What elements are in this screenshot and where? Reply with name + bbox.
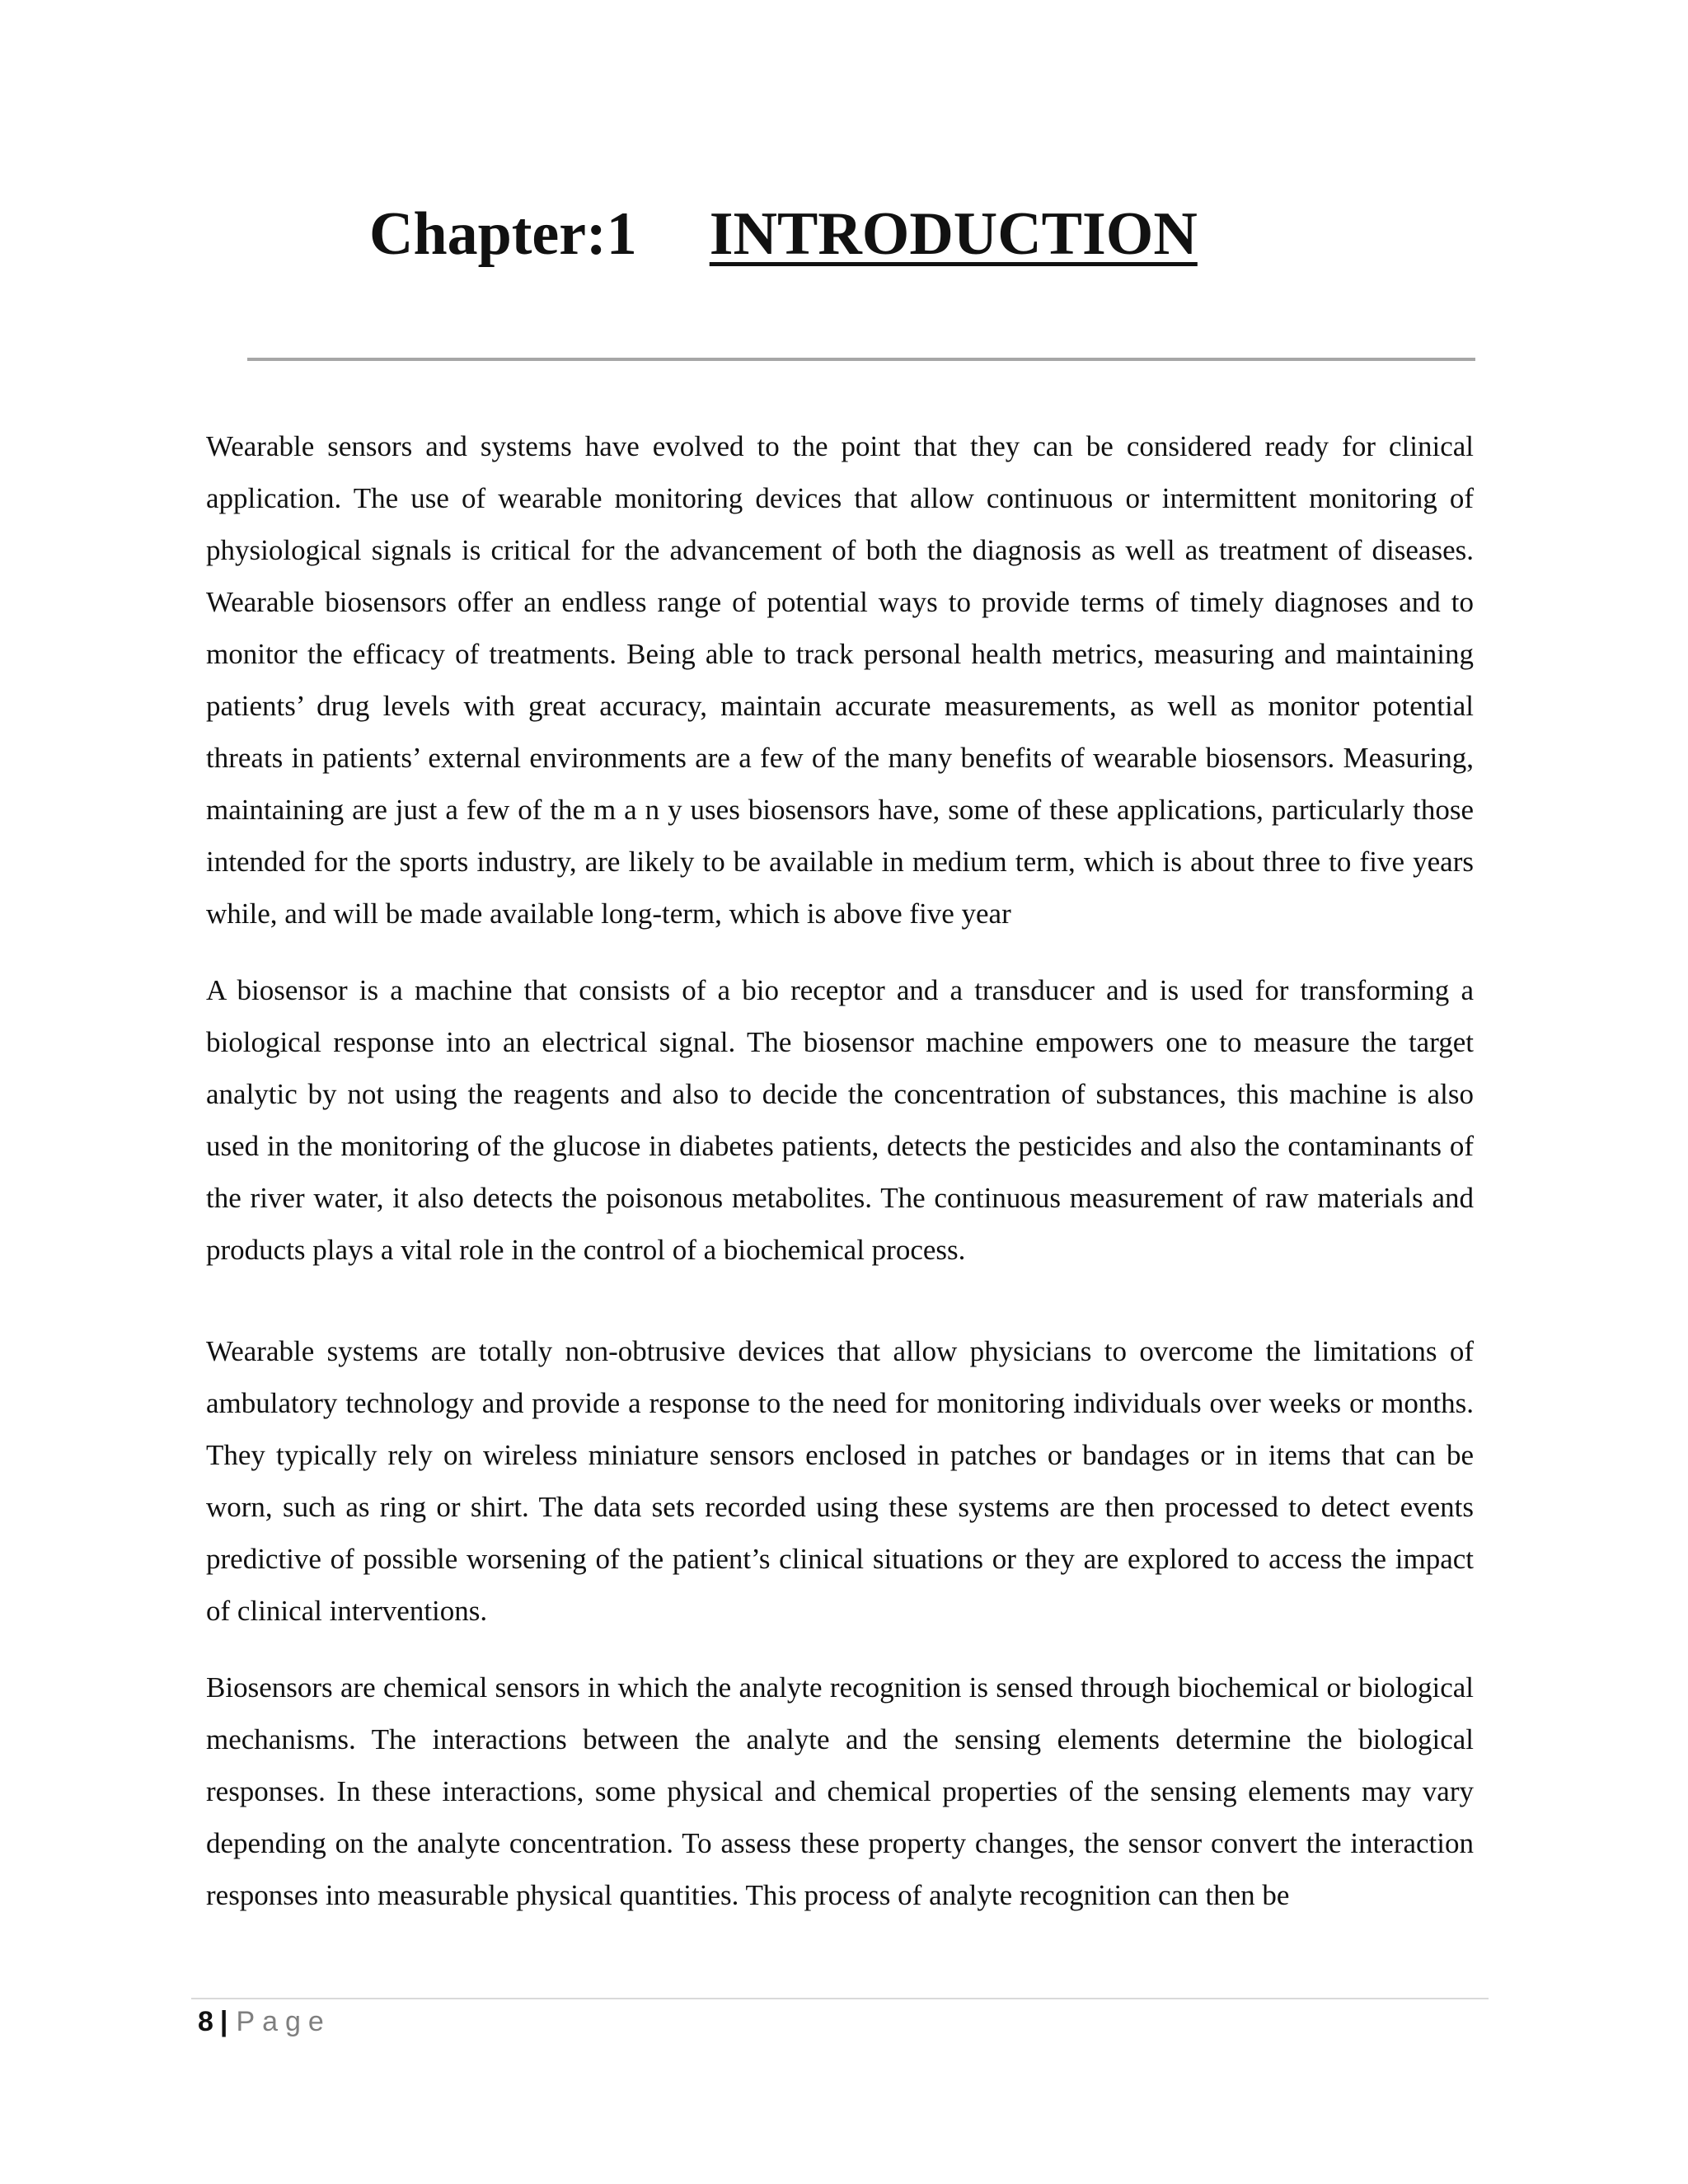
page-footer (198, 2001, 331, 2042)
paragraph-3: Wearable systems are totally non-obtrusive devices that allow physicians to overcome the limitations of ambulatory technology and provide a response to the need for monitoring individuals over weeks or months. They typically rely on wireless miniature sensors enclosed in patches or bandages or in items that can be worn, such as ring or shirt. The data sets recorded using these systems are then processed to detect events predictive of possible worsening of the patient’s clinical situations or they are explored to access the impact of clinical interventions. (206, 1335, 1474, 1627)
title-divider (247, 358, 1475, 361)
paragraph-2: A biosensor is a machine that consists of a bio receptor and a transducer and is used for transforming a biological response into an electrical signal. The biosensor machine empowers one to measure the target analytic by not using the reagents and also to decide the concentration of substances, this machine is also used in the monitoring of the glucose in diabetes patients, detects the pesticides and also the contaminants of the river water, it also detects the poisonous metabolites. The continuous measurement of raw materials and products plays a vital role in the control of a biochemical process. (206, 974, 1474, 1266)
page-label: Page (236, 2006, 331, 2037)
chapter-heading (369, 196, 1198, 272)
chapter-title: INTRODUCTION (709, 200, 1198, 268)
footer-separator: | (219, 2006, 228, 2037)
paragraph-4: Biosensors are chemical sensors in which the analyte recognition is sensed through biochemical or biological mechanisms. The interactions between the analyte and the sensing elements determine the biological responses. In these interactions, some physical and chemical properties of the sensing elements may vary depending on the analyte concentration. To assess these property changes, the sensor convert the interaction responses into measurable physical quantities. This process of analyte recognition can then be (206, 1671, 1474, 1911)
footer-divider (191, 1998, 1489, 1999)
body-text (206, 420, 1474, 1946)
page-number: 8 (198, 2006, 213, 2037)
chapter-number: Chapter:1 (369, 200, 637, 268)
paragraph-1: Wearable sensors and systems have evolved to the point that they can be considered ready for clinical application. The use of wearable monitoring devices that allow continuous or intermittent monitoring of physiological signals is critical for the advancement of both the diagnosis as well as treatment of diseases. Wearable biosensors offer an endless range of potential ways to provide terms of timely diagnoses and to monitor the efficacy of treatments. Being able to track personal health metrics, measuring and maintaining patients’ drug levels with great accuracy, maintain accurate measurements, as well as monitor potential threats in patients’ external environments are a few of the many benefits of wearable biosensors. Measuring, maintaining are just a few of the m a n y uses biosensors have, some of these applications, particularly those intended for the sports industry, are likely to be available in medium term, which is about three to five years while, and will be made available long-term, which is above five year (206, 430, 1474, 930)
